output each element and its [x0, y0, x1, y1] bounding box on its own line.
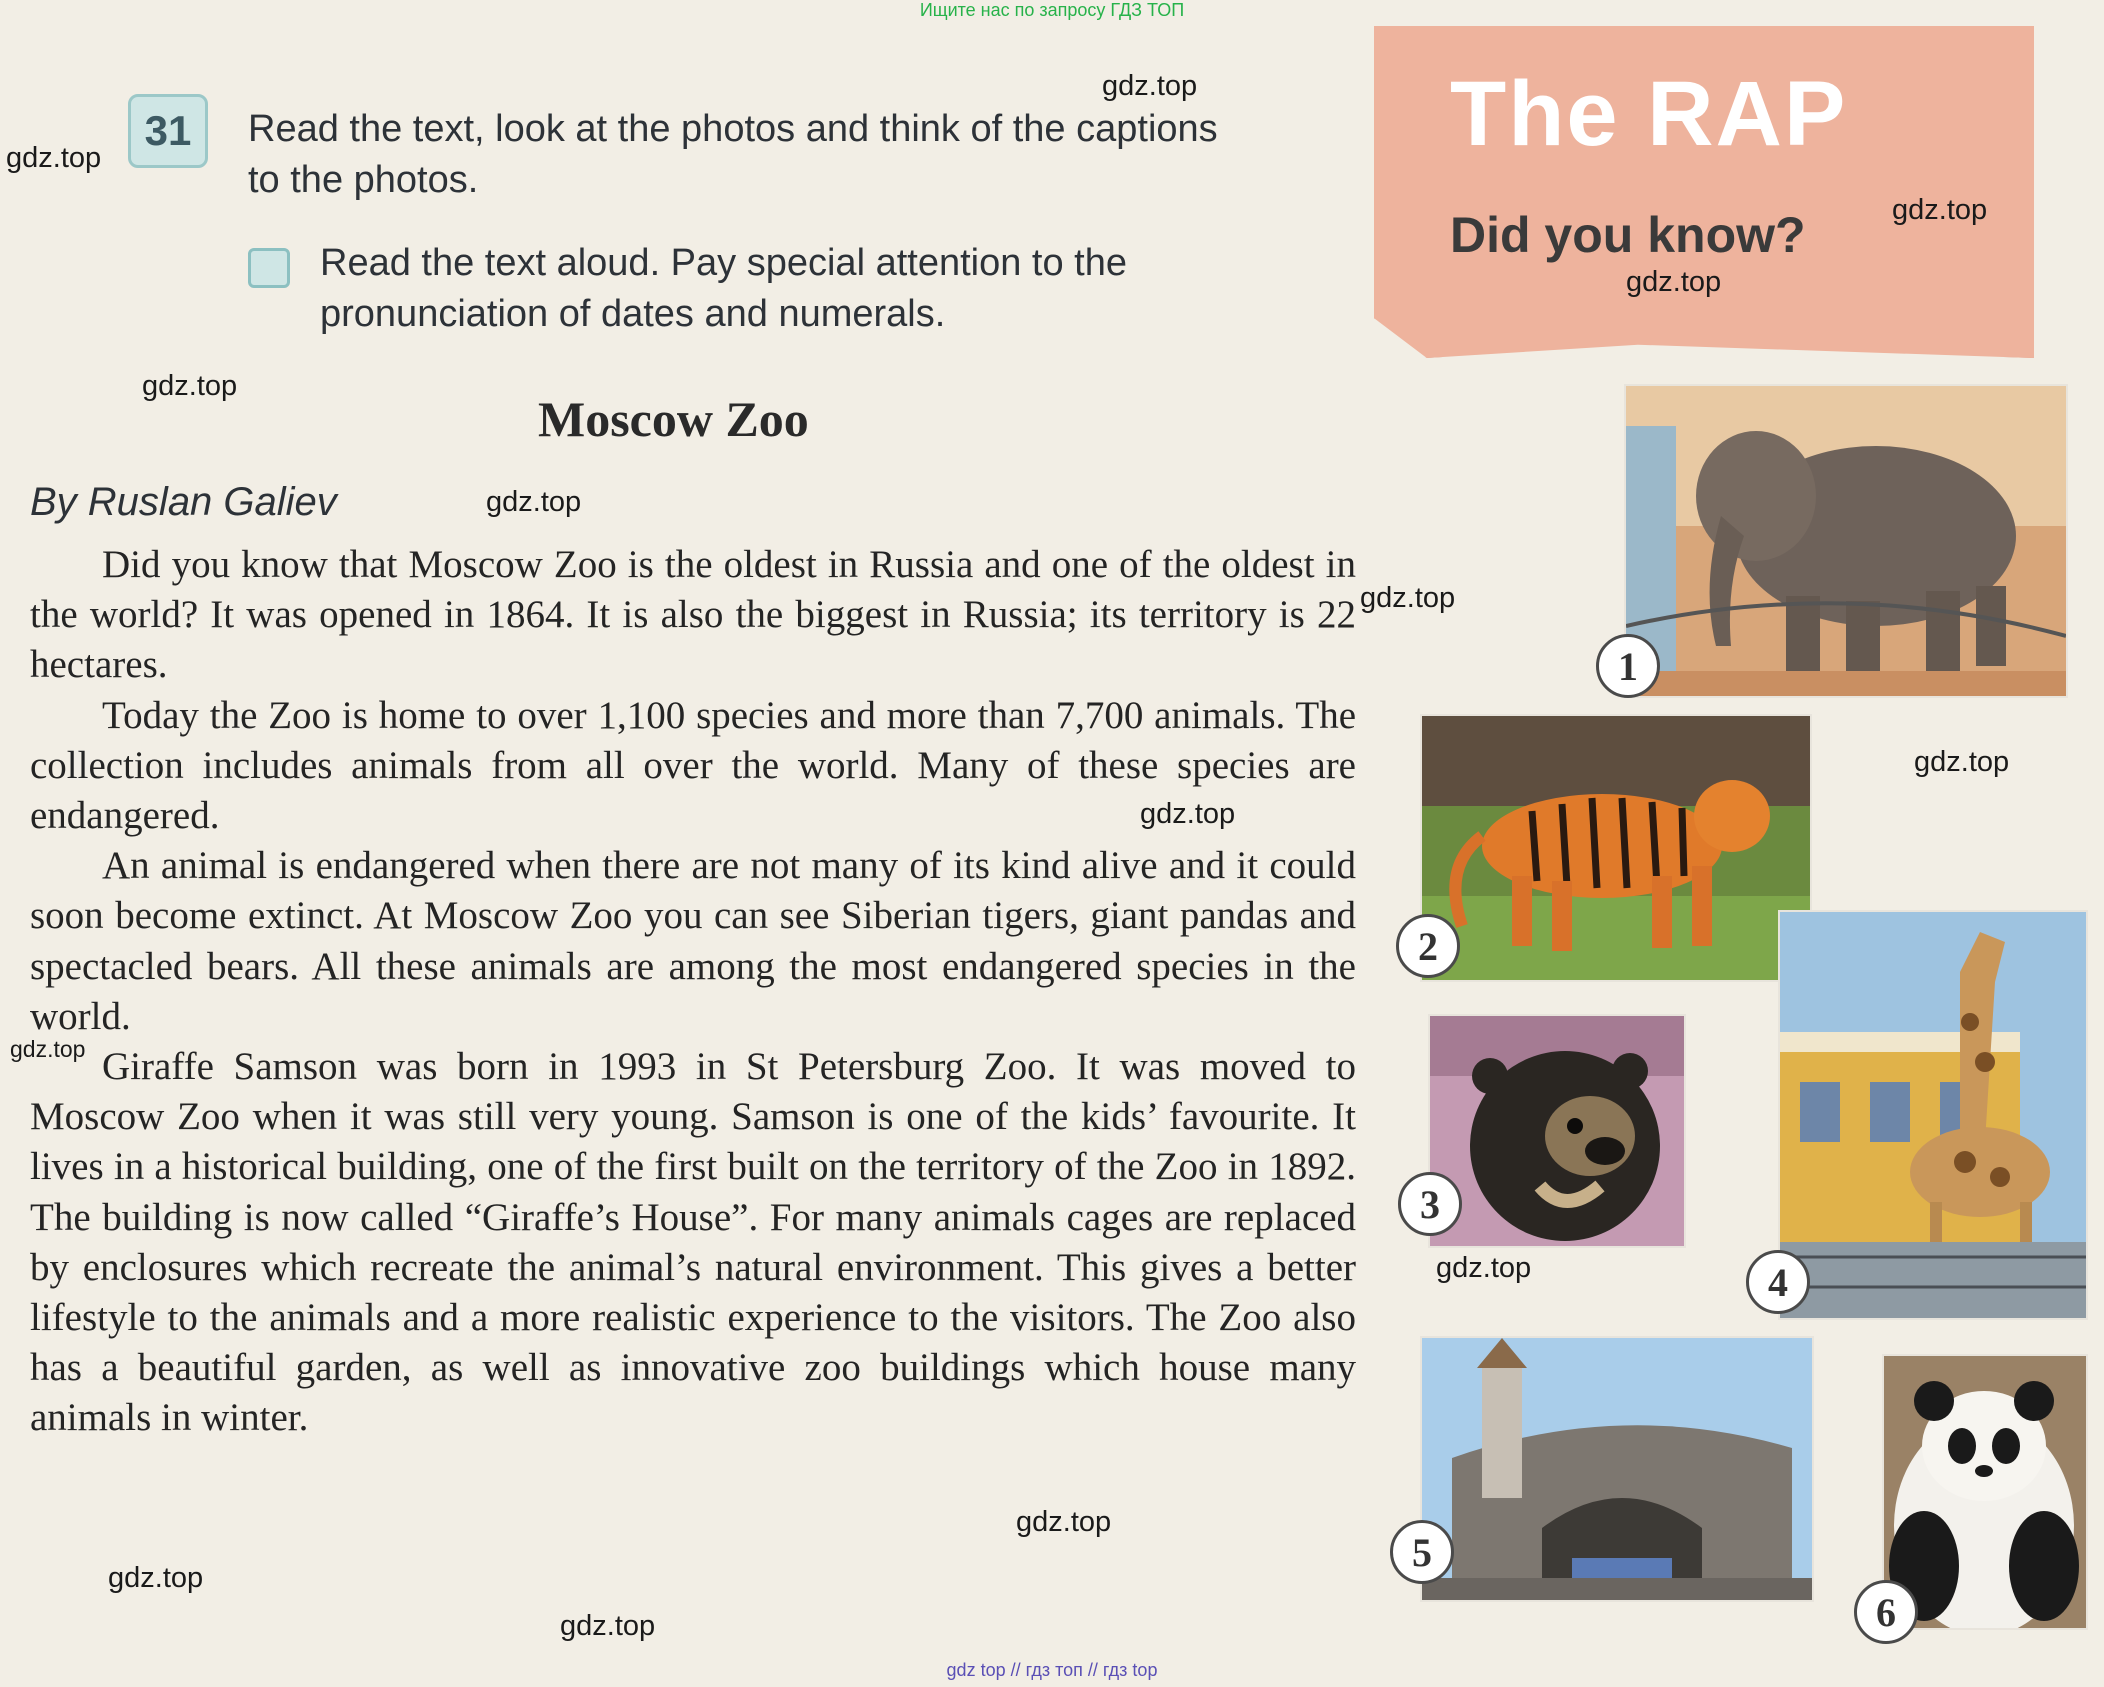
sub-instruction — [320, 238, 1127, 340]
watermark: gdz.top — [6, 142, 102, 174]
watermark: gdz.top — [1140, 798, 1236, 830]
watermark: gdz.top — [1914, 746, 2010, 778]
top-search-link[interactable]: Ищите нас по запросу ГДЗ ТОП — [919, 0, 1185, 20]
article-body — [30, 540, 1356, 1444]
watermark: gdz.top — [560, 1610, 656, 1642]
watermark: gdz.top — [142, 370, 238, 402]
article-paragraph: Today the Zoo is home to over 1,100 species and more than 7,700 animals. The collection includes animals from all over the world. Many of these species are endangered. — [30, 693, 1356, 838]
panda-photo — [1882, 1354, 2088, 1630]
tiger-photo — [1420, 714, 1812, 982]
rap-title: The RAP — [1450, 63, 1848, 165]
photo-number-badge: 2 — [1396, 914, 1460, 978]
elephant-photo — [1624, 384, 2068, 698]
article-paragraph: An animal is endangered when there are not many of its kind alive and it could soon become extinct. At Moscow Zoo you can see Siberian tigers, giant pandas and spectacled bears. All these animals are among the most endangered species in the world. — [30, 844, 1356, 1038]
bottom-links[interactable]: gdz top // гдз топ // гдз top — [946, 1660, 1158, 1680]
photo-number-badge: 5 — [1390, 1520, 1454, 1584]
watermark: gdz.top — [1626, 266, 1722, 298]
task-instruction-line: Read the text, look at the photos and think of the captions — [248, 108, 1218, 150]
bear-photo — [1428, 1014, 1686, 1248]
watermark: gdz.top — [108, 1562, 204, 1594]
watermark: gdz.top — [1016, 1506, 1112, 1538]
photo-number-badge: 1 — [1596, 634, 1660, 698]
zoo-gate-photo — [1420, 1336, 1814, 1602]
article-title: Moscow Zoo — [538, 391, 809, 447]
article-byline: By Ruslan Galiev — [30, 480, 337, 524]
task-number-badge: 31 — [128, 94, 208, 168]
giraffe-photo — [1778, 910, 2088, 1320]
watermark: gdz.top — [486, 486, 582, 518]
rap-subtitle: Did you know? — [1450, 207, 1806, 263]
task-checkbox-icon — [248, 248, 290, 288]
watermark: gdz.top — [1892, 194, 1988, 226]
photo-number-badge: 4 — [1746, 1250, 1810, 1314]
sub-instruction-line: Read the text aloud. Pay special attention to the — [320, 242, 1127, 284]
task-instruction-line: to the photos. — [248, 159, 479, 201]
article-paragraph: Did you know that Moscow Zoo is the oldest in Russia and one of the oldest in the world? It was opened in 1864. It is also the biggest in Russia; its territory is 22 hectares. — [30, 543, 1356, 687]
watermark: gdz.top — [10, 1036, 86, 1062]
photo-number-badge: 3 — [1398, 1172, 1462, 1236]
watermark: gdz.top — [1360, 582, 1456, 614]
sub-instruction-line: pronunciation of dates and numerals. — [320, 293, 946, 335]
watermark: gdz.top — [1436, 1252, 1532, 1284]
photo-number-badge: 6 — [1854, 1580, 1918, 1644]
task-instruction — [248, 104, 1218, 206]
watermark: gdz.top — [1102, 70, 1198, 102]
article-paragraph: Giraffe Samson was born in 1993 in St Petersburg Zoo. It was moved to Moscow Zoo when it was still very young. Samson is one of the kids’ favourite. It lives in a historical building, one of the first built on the territory of the Zoo in 1892. The building is now called “Giraffe’s House”. For many animals cages are replaced by enclosures which recreate the animal’s natural environment. This gives a better lifestyle to the animals and a more realistic experience to the visitors. The Zoo also has a beautiful garden, as well as innovative zoo buildings which house many animals in winter. — [30, 1045, 1356, 1440]
